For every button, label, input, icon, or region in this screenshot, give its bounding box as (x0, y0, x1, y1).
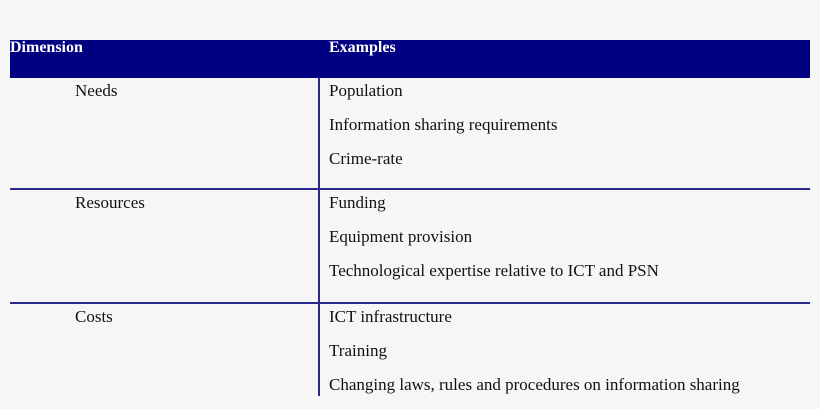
header-examples: Examples (329, 39, 396, 56)
dimension-label: Costs (75, 307, 113, 326)
examples-list (329, 81, 558, 183)
dimension-examples-table (10, 40, 810, 396)
table-row-costs (10, 302, 810, 396)
examples-list (329, 307, 740, 409)
example-item: Crime-rate (329, 149, 403, 168)
example-item: Changing laws, rules and procedures on information sharing (329, 375, 740, 394)
example-item: Funding (329, 193, 386, 212)
example-item: Equipment provision (329, 227, 473, 246)
table-header-row (10, 40, 810, 78)
example-item: Training (329, 341, 387, 360)
example-item: ICT infrastructure (329, 307, 452, 326)
table-row-needs (10, 78, 810, 188)
dimension-label: Resources (75, 193, 145, 212)
example-item: Information sharing requirements (329, 115, 558, 134)
header-dimension: Dimension (10, 39, 83, 56)
column-divider (318, 190, 320, 302)
column-divider (318, 304, 320, 396)
dimension-label: Needs (75, 81, 118, 100)
examples-list (329, 193, 659, 295)
example-item: Technological expertise relative to ICT and PSN (329, 261, 659, 280)
column-divider (318, 78, 320, 188)
example-item: Population (329, 81, 403, 100)
table-row-resources (10, 188, 810, 302)
